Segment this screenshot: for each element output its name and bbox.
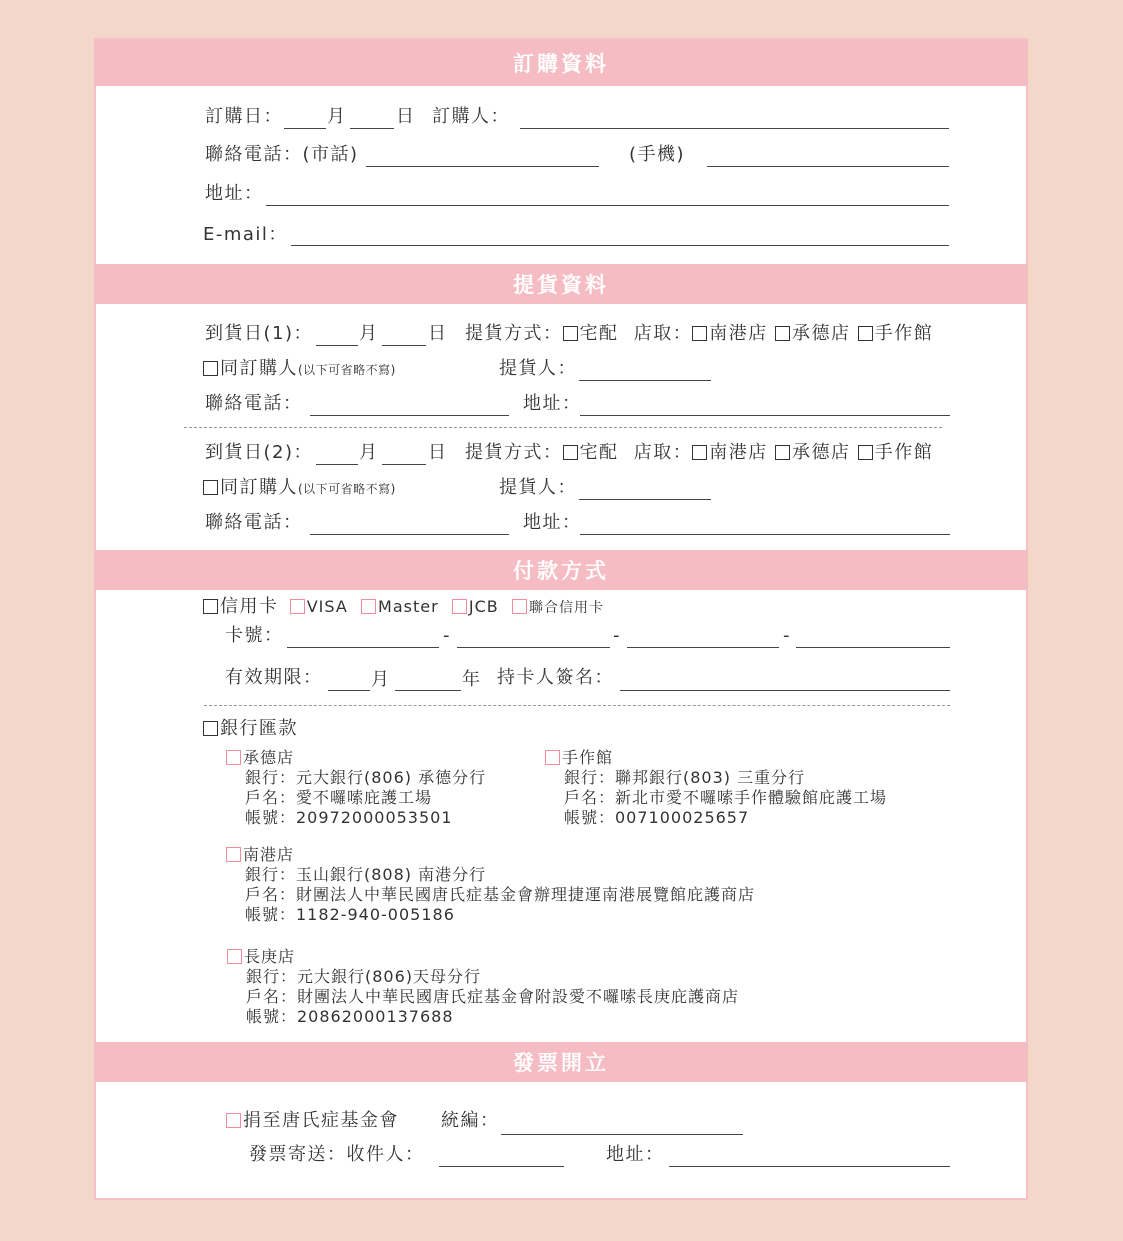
bank-chengde-bank: 銀行：元大銀行(806) 承德分行 xyxy=(245,768,487,787)
bank-transfer-row xyxy=(203,718,298,740)
tax-id-field[interactable] xyxy=(501,1134,743,1135)
card-sep-1: - xyxy=(443,625,451,646)
card-number-field-2[interactable] xyxy=(457,647,610,648)
expiry-year-unit: 年 xyxy=(462,669,482,690)
pickup-1-phone-field[interactable] xyxy=(310,415,509,416)
pickup-1-store-chengde-label: 承德店 xyxy=(791,323,851,344)
bank-workshop-bank: 銀行：聯邦銀行(803) 三重分行 xyxy=(564,768,806,787)
bank-workshop-account-name: 戶名：新北市愛不囉嗦手作體驗館庇護工場 xyxy=(564,788,888,807)
address-label: 地址： xyxy=(205,183,264,204)
bank-block-chengde xyxy=(226,748,486,828)
pickup-2-store-nangang-checkbox[interactable] xyxy=(692,445,707,460)
pickup-1-store-workshop-checkbox[interactable] xyxy=(858,326,873,341)
pickup-divider xyxy=(184,427,942,428)
expiry-year-field[interactable] xyxy=(395,690,461,691)
address-field[interactable] xyxy=(266,205,949,206)
bank-chengde-account-no: 帳號：20972000053501 xyxy=(245,808,453,827)
invoice-address-label: 地址： xyxy=(606,1144,665,1165)
card-holder-label: 持卡人簽名： xyxy=(497,667,614,688)
pickup-2-phone-label: 聯絡電話： xyxy=(205,512,303,533)
bank-nangang-account-name: 戶名：財團法人中華民國唐氏症基金會辦理捷運南港展覽館庇護商店 xyxy=(245,885,756,904)
card-sep-3: - xyxy=(783,625,791,646)
pickup-1-same-checkbox[interactable] xyxy=(203,361,218,376)
pickup-1-store-label: 店取： xyxy=(633,323,693,344)
pickup-2-delivery-checkbox[interactable] xyxy=(563,445,578,460)
pickup-1-method-label: 提貨方式： xyxy=(465,323,563,344)
pickup-1-address-field[interactable] xyxy=(580,415,950,416)
arrival-1-month-field[interactable] xyxy=(316,345,358,346)
pickup-2-same-note: (以下可省略不寫) xyxy=(298,482,396,496)
invoice-section-header: 發票開立 xyxy=(94,1042,1028,1082)
invoice-mail-label: 發票寄送：收件人： xyxy=(249,1144,425,1165)
bank-workshop-account-no: 帳號：007100025657 xyxy=(564,808,750,827)
invoice-recipient-field[interactable] xyxy=(439,1166,564,1167)
bank-block-changgung xyxy=(227,947,739,1027)
bank-nangang-account-no: 帳號：1182-940-005186 xyxy=(245,905,455,924)
pickup-1-delivery-label: 宅配 xyxy=(579,323,619,344)
credit-card-label: 信用卡 xyxy=(220,596,279,617)
pickup-2-delivery-label: 宅配 xyxy=(579,442,619,463)
payment-section-header: 付款方式 xyxy=(94,550,1028,590)
expiry-month-field[interactable] xyxy=(328,690,370,691)
arrival-1-day-field[interactable] xyxy=(382,345,426,346)
pickup-1-store-nangang-label: 南港店 xyxy=(709,323,768,344)
donate-checkbox[interactable] xyxy=(226,1113,241,1128)
expiry-label: 有效期限： xyxy=(225,667,323,688)
order-date-label: 訂購日： xyxy=(205,106,283,127)
bank-workshop-store: 手作館 xyxy=(562,748,614,767)
email-field[interactable] xyxy=(291,245,949,246)
bank-changgung-account-name: 戶名：財團法人中華民國唐氏症基金會附設愛不囉嗦長庚庇護商店 xyxy=(246,987,740,1006)
pickup-2-method-label: 提貨方式： xyxy=(465,442,563,463)
credit-card-row xyxy=(203,596,604,618)
pickup-1-same-note: (以下可省略不寫) xyxy=(298,363,396,377)
pickup-1-recipient-label: 提貨人： xyxy=(499,358,577,379)
bank-chengde-store: 承德店 xyxy=(243,748,295,767)
credit-card-checkbox[interactable] xyxy=(203,599,218,614)
arrival-1-month-unit: 月 xyxy=(359,323,379,344)
jcb-label: JCB xyxy=(468,597,499,616)
arrival-2-day-field[interactable] xyxy=(382,464,426,465)
pickup-2-phone-field[interactable] xyxy=(310,534,509,535)
pickup-2-store-nangang-label: 南港店 xyxy=(709,442,768,463)
pickup-2-store-workshop-label: 手作館 xyxy=(874,442,934,463)
union-card-label: 聯合信用卡 xyxy=(529,600,605,616)
union-card-checkbox[interactable] xyxy=(512,599,527,614)
phone-label: 聯絡電話：(市話) xyxy=(205,144,359,165)
pickup-2-store-workshop-checkbox[interactable] xyxy=(858,445,873,460)
pickup-2-same-as-buyer xyxy=(203,477,396,500)
pickup-2-same-checkbox[interactable] xyxy=(203,480,218,495)
arrival-1-day-unit: 日 xyxy=(428,323,448,344)
bank-transfer-checkbox[interactable] xyxy=(203,721,218,736)
tax-id-label: 統編： xyxy=(441,1110,500,1131)
invoice-address-field[interactable] xyxy=(669,1166,950,1167)
order-month-field[interactable] xyxy=(284,128,326,129)
arrival-2-month-unit: 月 xyxy=(359,442,379,463)
pickup-2-store-chengde-checkbox[interactable] xyxy=(775,445,790,460)
order-day-unit: 日 xyxy=(396,106,416,127)
buyer-field[interactable] xyxy=(520,128,949,129)
pickup-2-store-chengde-label: 承德店 xyxy=(791,442,851,463)
card-number-label: 卡號： xyxy=(225,625,284,646)
email-label: E-mail： xyxy=(203,224,288,245)
mobile-field[interactable] xyxy=(707,166,949,167)
card-holder-signature-field[interactable] xyxy=(620,690,950,691)
card-number-field-1[interactable] xyxy=(287,647,439,648)
pickup-2-store-label: 店取： xyxy=(633,442,693,463)
order-section-header: 訂購資料 xyxy=(94,40,1028,86)
bank-changgung-account-no: 帳號：20862000137688 xyxy=(246,1007,454,1026)
bank-block-workshop xyxy=(545,748,887,828)
arrival-2-month-field[interactable] xyxy=(316,464,358,465)
master-checkbox[interactable] xyxy=(361,599,376,614)
phone-field[interactable] xyxy=(366,166,599,167)
pickup-1-store-workshop-label: 手作館 xyxy=(874,323,934,344)
arrival-date-1-label: 到貨日(1)： xyxy=(205,323,313,344)
pickup-1-same-label: 同訂購人 xyxy=(220,358,298,379)
pickup-2-address-field[interactable] xyxy=(580,534,950,535)
pickup-1-delivery-checkbox[interactable] xyxy=(563,326,578,341)
pickup-1-address-label: 地址： xyxy=(523,393,582,414)
expiry-month-unit: 月 xyxy=(371,669,391,690)
order-day-field[interactable] xyxy=(350,128,394,129)
pickup-1-store-nangang-checkbox[interactable] xyxy=(692,326,707,341)
visa-label: VISA xyxy=(306,597,348,616)
pickup-1-method xyxy=(465,323,933,345)
pickup-2-same-label: 同訂購人 xyxy=(220,477,298,498)
bank-nangang-store: 南港店 xyxy=(243,845,295,864)
pickup-2-recipient-label: 提貨人： xyxy=(499,477,577,498)
pickup-1-recipient-field[interactable] xyxy=(579,380,711,381)
bank-changgung-bank: 銀行：元大銀行(806)天母分行 xyxy=(246,967,482,986)
buyer-label: 訂購人： xyxy=(432,106,510,127)
payment-divider xyxy=(204,705,950,706)
bank-workshop-checkbox[interactable] xyxy=(545,750,560,765)
pickup-2-method xyxy=(465,442,933,464)
bank-chengde-account-name: 戶名：愛不囉嗦庇護工場 xyxy=(245,788,433,807)
arrival-2-day-unit: 日 xyxy=(428,442,448,463)
mobile-label: (手機) xyxy=(629,144,686,165)
bank-changgung-checkbox[interactable] xyxy=(227,949,242,964)
arrival-date-2-label: 到貨日(2)： xyxy=(205,442,313,463)
master-label: Master xyxy=(378,597,439,616)
pickup-1-same-as-buyer xyxy=(203,358,396,381)
bank-transfer-label: 銀行匯款 xyxy=(220,718,298,739)
bank-nangang-checkbox[interactable] xyxy=(226,847,241,862)
order-form xyxy=(94,38,1028,1200)
card-number-field-4[interactable] xyxy=(796,647,950,648)
visa-checkbox[interactable] xyxy=(290,599,305,614)
card-sep-2: - xyxy=(613,625,621,646)
bank-changgung-store: 長庚店 xyxy=(244,947,296,966)
pickup-2-address-label: 地址： xyxy=(523,512,582,533)
jcb-checkbox[interactable] xyxy=(452,599,467,614)
card-number-field-3[interactable] xyxy=(627,647,779,648)
bank-chengde-checkbox[interactable] xyxy=(226,750,241,765)
pickup-2-recipient-field[interactable] xyxy=(579,499,711,500)
pickup-1-store-chengde-checkbox[interactable] xyxy=(775,326,790,341)
pickup-section-header: 提貨資料 xyxy=(94,264,1028,304)
order-month-unit: 月 xyxy=(327,106,347,127)
donate-label: 捐至唐氏症基金會 xyxy=(243,1110,399,1131)
donate-row xyxy=(226,1110,399,1132)
bank-nangang-bank: 銀行：玉山銀行(808) 南港分行 xyxy=(245,865,487,884)
bank-block-nangang xyxy=(226,845,755,925)
pickup-1-phone-label: 聯絡電話： xyxy=(205,393,303,414)
